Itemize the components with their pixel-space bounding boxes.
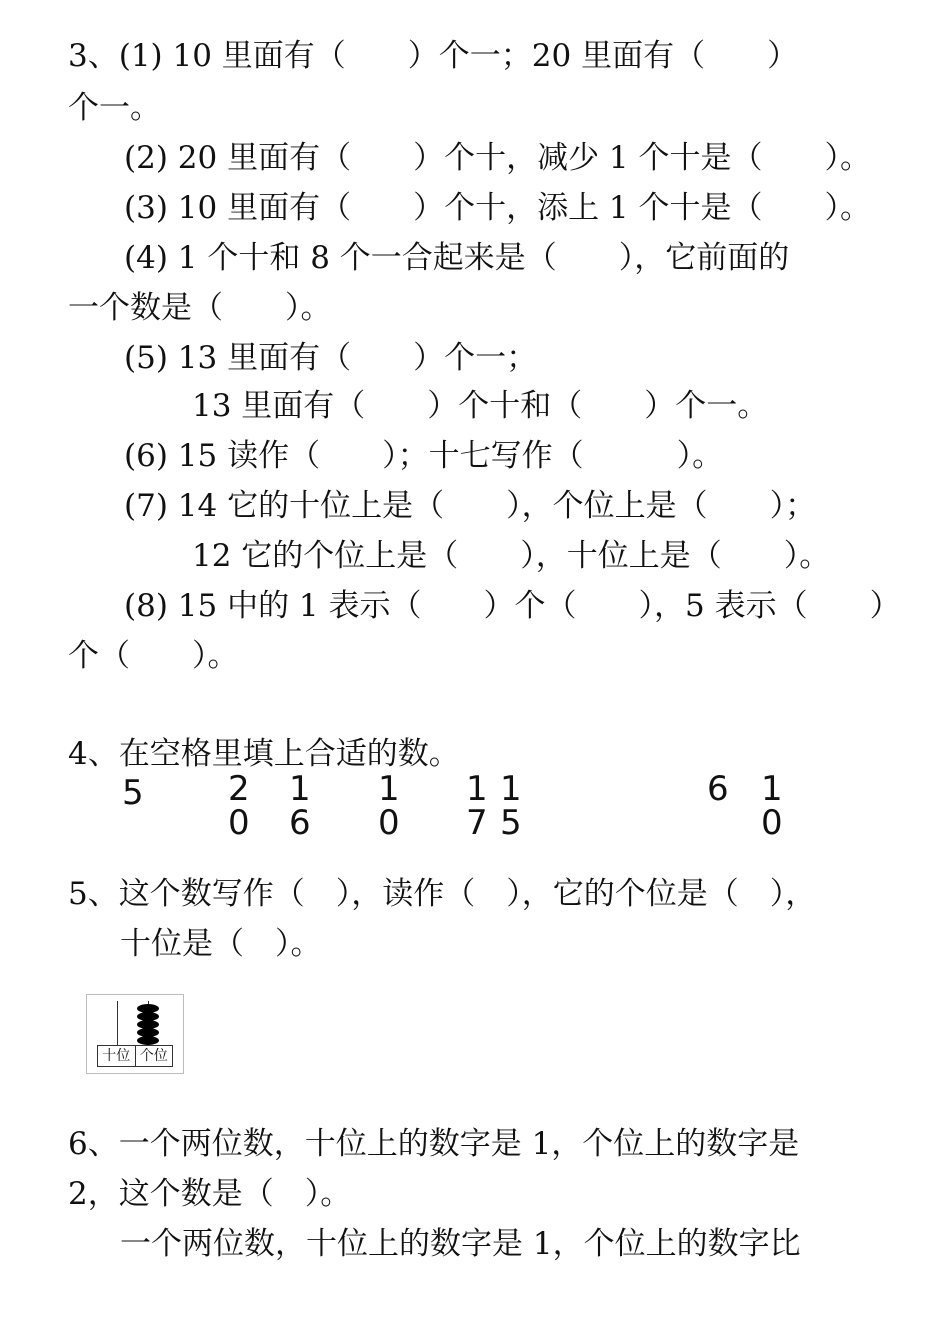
abacus-bead	[137, 1012, 159, 1021]
q4-number: 2	[228, 769, 250, 809]
abacus-place-labels	[97, 1045, 173, 1067]
q3-line-12: (8) 15 中的 1 表示（ ）个（ ），5 表示（ ）	[124, 588, 901, 624]
q4-number: 1	[289, 769, 311, 809]
abacus-bead	[137, 1020, 159, 1029]
abacus-bead	[137, 1028, 159, 1037]
q3-line-10: (7) 14 它的十位上是（ ），个位上是（ ）；	[124, 488, 817, 524]
q5-line-2: 十位是（ ）。	[120, 926, 322, 962]
q3-line-2: 个一。	[68, 90, 161, 126]
q4-number: 6	[289, 803, 311, 843]
tens-rod	[117, 1001, 118, 1045]
q6-line-3: 一个两位数，十位上的数字是 1，个位上的数字比	[120, 1226, 801, 1262]
q3-line-1: 3、(1) 10 里面有（ ）个一；20 里面有（ ）	[68, 38, 799, 74]
q3-line-13: 个（ ）。	[68, 638, 239, 674]
q4-number: 5	[122, 773, 144, 813]
abacus-figure	[86, 994, 184, 1074]
q4-number: 1	[378, 769, 400, 809]
q3-line-4: (3) 10 里面有（ ）个十，添上 1 个十是（ ）。	[124, 190, 871, 226]
q4-number: 7	[466, 803, 488, 843]
abacus-bead	[137, 1004, 159, 1013]
q4-number: 0	[761, 803, 783, 843]
q4-number: 0	[378, 803, 400, 843]
q3-line-3: (2) 20 里面有（ ）个十，减少 1 个十是（ ）。	[124, 140, 871, 176]
q4-number: 1	[466, 769, 488, 809]
q3-line-7: (5) 13 里面有（ ）个一；	[124, 340, 538, 376]
q3-line-11: 12 它的个位上是（ ），十位上是（ ）。	[192, 538, 831, 574]
q4-number: 1	[500, 769, 522, 809]
tens-place-label: 十位	[102, 1048, 131, 1064]
q3-line-9: (6) 15 读作（ ）；十七写作（ ）。	[124, 438, 724, 474]
abacus-bead	[137, 1036, 159, 1045]
q3-line-8: 13 里面有（ ）个十和（ ）个一。	[192, 388, 769, 424]
q4-number: 5	[500, 803, 522, 843]
q4-number: 1	[761, 769, 783, 809]
q3-line-6: 一个数是（ ）。	[68, 290, 332, 326]
q3-line-5: (4) 1 个十和 8 个一合起来是（ ），它前面的	[124, 240, 790, 276]
q4-title: 4、在空格里填上合适的数。	[68, 736, 460, 772]
q4-number: 6	[707, 769, 729, 809]
q4-number: 0	[228, 803, 250, 843]
ones-place-label: 个位	[135, 1046, 173, 1066]
q6-line-1: 6、一个两位数，十位上的数字是 1，个位上的数字是	[68, 1126, 800, 1162]
q6-line-2: 2，这个数是（ ）。	[68, 1176, 352, 1212]
q5-line-1: 5、这个数写作（ ），读作（ ），它的个位是（ ），	[68, 876, 817, 912]
